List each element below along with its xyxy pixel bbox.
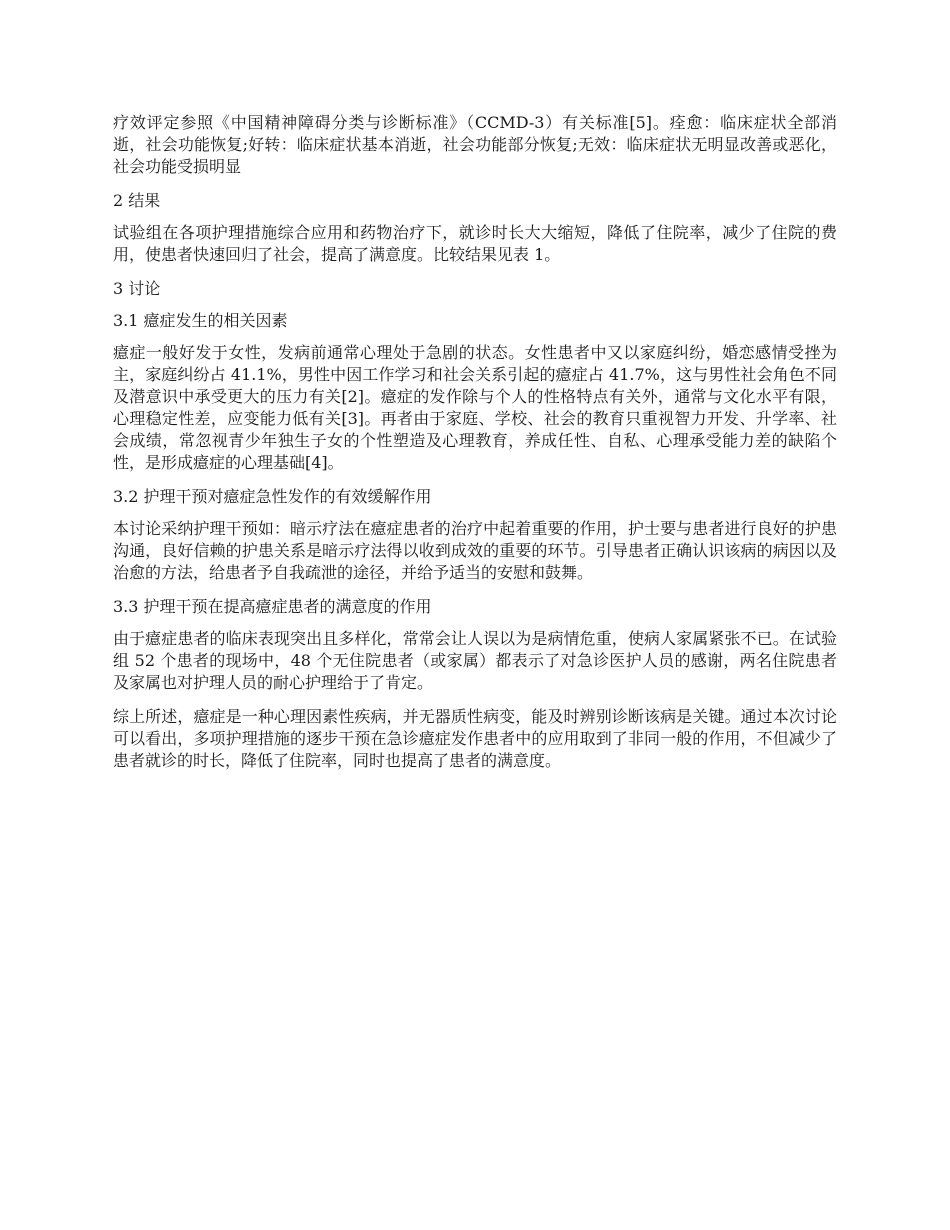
section-3-1-paragraph: 癔症一般好发于女性，发病前通常心理处于急剧的状态。女性患者中又以家庭纠纷，婚恋感情受挫为主，家庭纠纷占 41.1%，男性中因工作学习和社会关系引起的癔症占 41.7%，这与男性社会角色不同及潜意识中承受更大的压力有关[2]。癔症的发作除与个人的性格特点有关外，通常与文化水平有限，心理稳定性差，应变能力低有关[3]。再者由于家庭、学校、社会的教育只重视智力开发、升学率、社会成绩，常忽视青少年独生子女的个性塑造及心理教育，养成任性、自私、心理承受能力差的缺陷个性，是形成癔症的心理基础[4]。 [113,343,837,472]
discussion-heading: 3 讨论 [113,279,161,298]
section-3-3-paragraph: 由于癔症患者的临床表现突出且多样化，常常会让人误以为是病情危重，使病人家属紧张不已。在试验组 52 个患者的现场中，48 个无住院患者（或家属）都表示了对急诊医护人员的感谢，两名住院患者及家属也对护理人员的耐心护理给于了肯定。 [113,629,837,692]
section-3-1-heading: 3.1 癔症发生的相关因素 [113,311,288,330]
results-paragraph: 试验组在各项护理措施综合应用和药物治疗下，就诊时长大大缩短，降低了住院率，减少了住院的费用，使患者快速回归了社会，提高了满意度。比较结果见表 1。 [113,223,837,264]
section-3-2-paragraph: 本讨论采纳护理干预如：暗示疗法在癔症患者的治疗中起着重要的作用，护士要与患者进行良好的护患沟通，良好信赖的护患关系是暗示疗法得以收到成效的重要的环节。引导患者正确认识该病的病因以及治愈的方法，给患者予自我疏泄的途径，并给予适当的安慰和鼓舞。 [113,519,837,582]
results-heading: 2 结果 [113,191,161,210]
document-page [113,112,837,784]
section-3-3-heading: 3.3 护理干预在提高癔症患者的满意度的作用 [113,597,432,616]
section-3-2-heading: 3.2 护理干预对癔症急性发作的有效缓解作用 [113,487,432,506]
conclusion-paragraph: 综上所述，癔症是一种心理因素性疾病，并无器质性病变，能及时辨别诊断该病是关键。通过本次讨论可以看出，多项护理措施的逐步干预在急诊癔症发作患者中的应用取到了非同一般的作用，不但减少了患者就诊的时长，降低了住院率，同时也提高了患者的满意度。 [113,707,837,770]
evaluation-criteria-paragraph: 疗效评定参照《中国精神障碍分类与诊断标准》（CCMD-3）有关标准[5]。痊愈：临床症状全部消逝，社会功能恢复;好转：临床症状基本消逝，社会功能部分恢复;无效：临床症状无明显改善或恶化，社会功能受损明显 [113,113,837,176]
